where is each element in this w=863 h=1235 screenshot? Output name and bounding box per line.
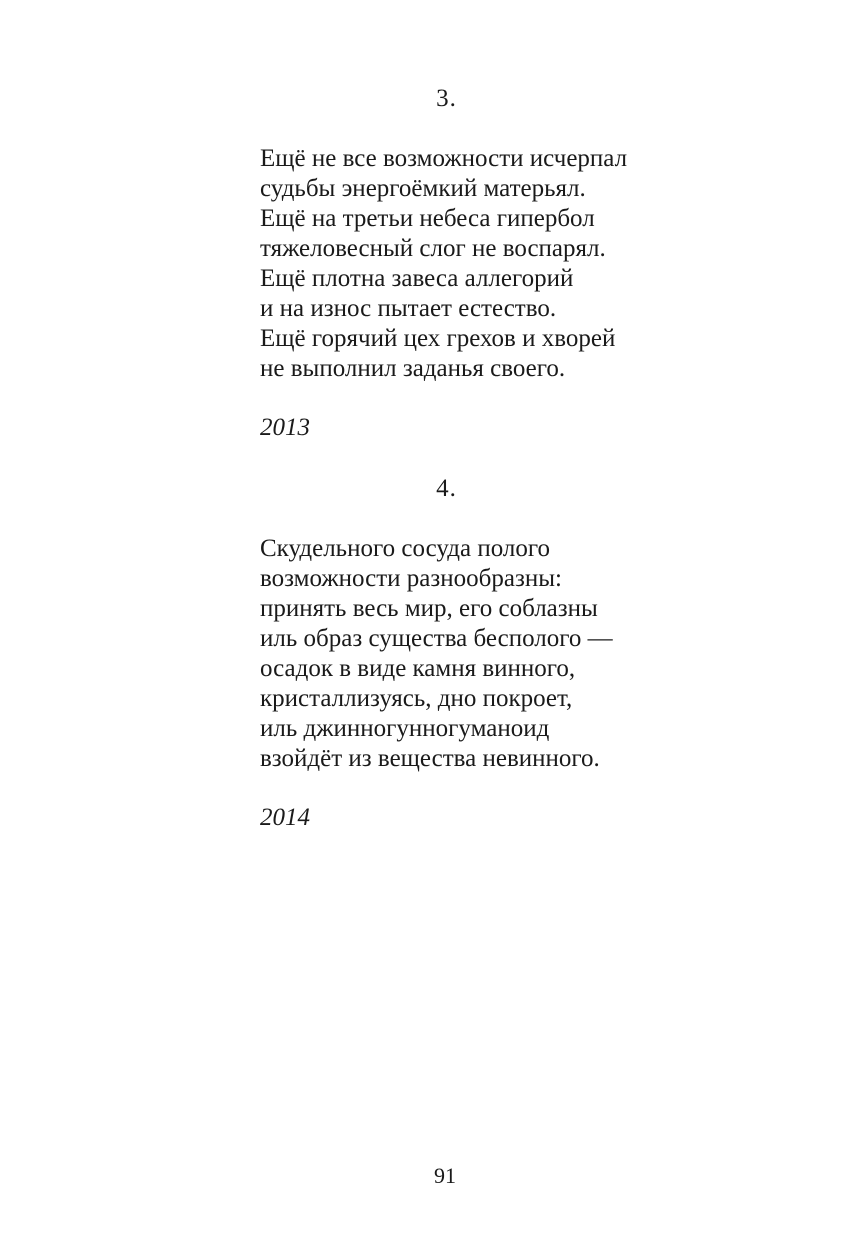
page-number: 91: [434, 1163, 456, 1188]
poem-3-year: 2013: [260, 414, 310, 441]
poem-line: Ещё не все возможности исчерпал: [260, 145, 628, 172]
poem-line: иль джинногунногуманоид: [260, 715, 550, 742]
poem-4-year: 2014: [260, 804, 310, 831]
poem-line: принять весь мир, его соблазны: [260, 595, 598, 622]
poem-line: кристаллизуясь, дно покроет,: [260, 685, 573, 712]
poem-line: Ещё горячий цех грехов и хворей: [260, 325, 616, 352]
poem-line: возможности разнообразны:: [260, 565, 562, 592]
poem-line: Ещё на третьи небеса гипербол: [260, 205, 595, 232]
poem-line: судьбы энергоёмкий матерьял.: [260, 175, 586, 202]
poem-4-number: 4.: [436, 475, 457, 502]
poem-line: не выполнил заданья своего.: [260, 355, 566, 382]
poem-3-number: 3.: [436, 85, 457, 112]
poem-line: Скудельного сосуда полого: [260, 535, 550, 562]
poem-line: и на износ пытает естество.: [260, 295, 557, 322]
poem-4-text: [260, 534, 680, 774]
poem-line: иль образ существа бесполого —: [260, 625, 613, 652]
poem-line: взойдёт из вещества невинного.: [260, 745, 600, 772]
poem-line: тяжеловесный слог не воспарял.: [260, 235, 606, 262]
poem-line: осадок в виде камня винного,: [260, 655, 576, 682]
poem-3-text: [260, 144, 680, 384]
poem-line: Ещё плотна завеса аллегорий: [260, 265, 574, 292]
